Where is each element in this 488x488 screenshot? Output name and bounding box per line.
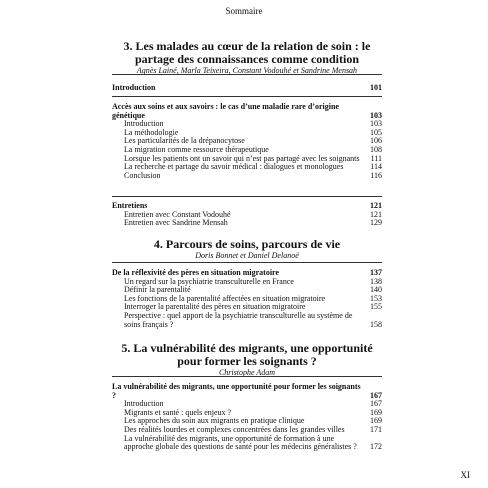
toc-subentry[interactable]: Introduction 103 [124, 119, 382, 129]
toc-subentry[interactable]: Conclusion 116 [124, 170, 382, 180]
toc-entry[interactable]: Introduction 101 [112, 83, 382, 92]
toc-subentry[interactable]: Définir la parentalité 140 [124, 285, 382, 295]
part-5-heading [112, 342, 382, 377]
part-authors: Doris Bonnet et Daniel Delanoë [195, 251, 299, 260]
section-entretiens [112, 196, 382, 228]
toc-subentry[interactable]: La méthodologie 105 [124, 127, 382, 137]
toc-entry[interactable]: De la réflexivité des pères en situation migratoire 137 [112, 268, 382, 277]
divider [112, 196, 382, 197]
part-authors: Agnès Lainé, Marla Teixeira, Constant Vodouhé et Sandrine Mensah [136, 66, 358, 75]
part-title: 5. La vulnérabilité des migrants, une opportunité pour former les soignants ? [121, 341, 373, 368]
toc-subentry[interactable]: La recherche et partage du savoir médical : dialogues et monologues 114 [124, 162, 382, 172]
section-reflexivite [112, 262, 382, 329]
toc-entry[interactable]: Entretiens 121 [112, 201, 382, 210]
toc-subentry[interactable]: Migrants et santé : quels enjeux ? 169 [124, 407, 382, 417]
toc-entry[interactable]: Accès aux soins et aux savoirs : le cas d’une maladie rare d’origine génétique 103 [112, 102, 382, 120]
section-acces-aux-soins [112, 96, 382, 180]
toc-subentry[interactable]: Les particularités de la drépanocytose 106 [124, 136, 382, 146]
toc-subentry[interactable]: Interroger la parentalité des pères en situation migratoire 155 [124, 302, 382, 312]
toc-subentry[interactable]: Lorsque les patients ont un savoir qui n’est pas partagé avec les soignants 111 [124, 153, 382, 163]
toc-subentry[interactable]: Entretien avec Constant Vodouhé 121 [124, 209, 382, 219]
toc-subentry[interactable]: Des réalités lourdes et complexes concentrées dans les grandes villes 171 [124, 424, 382, 434]
divider [112, 96, 382, 97]
toc-subentry[interactable]: La migration comme ressource thérapeutique 108 [124, 144, 382, 154]
toc-entry[interactable]: La vulnérabilité des migrants, une opportunité pour former les soignants ? 167 [112, 382, 382, 400]
divider [112, 376, 382, 377]
toc-subentry[interactable]: La vulnérabilité des migrants, une opportunité de formation à une approche globale des questions de santé pour les médecins généralistes ? 172 [124, 433, 382, 452]
part-authors: Christophe Adam [218, 368, 276, 377]
page-number: XI [460, 470, 470, 480]
divider [112, 262, 382, 263]
toc-subentry[interactable]: Les fonctions de la parentalité affectées en situation migratoire 153 [124, 293, 382, 303]
divider [112, 74, 382, 75]
section-vulnerabilite [112, 376, 382, 452]
part-4-heading [112, 238, 382, 260]
section-introduction [112, 74, 382, 93]
part-title: 4. Parcours de soins, parcours de vie [153, 237, 341, 251]
toc-subentry[interactable]: Perspective : quel apport de la psychiatrie transculturelle au système de soins français ? 158 [124, 310, 382, 329]
toc-subentry[interactable]: Entretien avec Sandrine Mensah 129 [124, 218, 382, 228]
toc-subentry[interactable]: Les approches du soin aux migrants en pratique clinique 169 [124, 416, 382, 426]
running-header: Sommaire [225, 6, 263, 16]
toc-subentry[interactable]: Introduction 167 [124, 399, 382, 409]
toc-subentry[interactable]: Un regard sur la psychiatrie transculturelle en France 138 [124, 276, 382, 286]
part-title: 3. Les malades au cœur de la relation de soin : le partage des connaissances comme condition [123, 39, 371, 66]
part-3-heading [112, 40, 382, 75]
